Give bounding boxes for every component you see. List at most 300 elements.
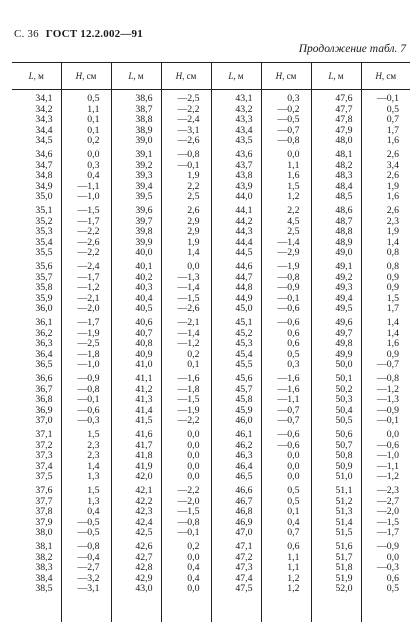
length-value: 47,1 [235, 541, 253, 552]
length-value: 49,7 [335, 327, 353, 339]
height-value: —0,5 [77, 527, 100, 539]
height-value: —0,7 [277, 415, 300, 427]
value-group [362, 542, 411, 598]
height-value: 0,4 [87, 506, 100, 518]
height-value: 1,4 [87, 460, 100, 472]
length-value: 50,7 [335, 439, 353, 451]
length-value: 41,7 [135, 439, 153, 451]
height-value: 0,5 [87, 93, 100, 104]
height-value: 0,4 [87, 170, 100, 182]
length-value: 40,6 [135, 317, 153, 328]
h-column-1 [161, 90, 211, 623]
value-group [112, 206, 161, 262]
value-group [312, 542, 361, 598]
height-value: —2,2 [77, 226, 100, 238]
value-group [262, 150, 311, 206]
value-group [312, 94, 361, 150]
length-value: 37,7 [35, 495, 53, 507]
length-value: 38,9 [135, 124, 153, 136]
length-value: 36,8 [35, 394, 53, 406]
length-value: 34,3 [35, 114, 53, 126]
height-value: 0,0 [187, 551, 200, 563]
height-value: —2,7 [376, 495, 399, 507]
column-header-h-3: H, см [361, 63, 410, 90]
length-value: 45,2 [235, 327, 253, 339]
length-value: 51,2 [335, 495, 353, 507]
height-value: 4,5 [287, 215, 300, 227]
length-value: 40,2 [135, 271, 153, 283]
height-value: —1,2 [376, 383, 399, 395]
h-column-3 [361, 90, 410, 623]
length-value: 34,5 [35, 135, 53, 147]
length-value: 47,7 [335, 103, 353, 115]
height-value: —2,2 [177, 485, 200, 496]
length-value: 47,0 [235, 527, 253, 539]
column-header-h-2: H, см [261, 63, 311, 90]
height-value: —0,1 [177, 527, 200, 539]
height-value: 0,9 [386, 271, 399, 283]
length-value: 44,8 [235, 282, 253, 294]
length-value: 39,9 [135, 236, 153, 248]
length-value: 34,1 [35, 93, 53, 104]
length-value: 42,0 [135, 471, 153, 483]
value-group [162, 318, 211, 374]
height-value: 1,7 [386, 303, 399, 315]
length-value: 48,0 [335, 135, 353, 147]
height-value: 0,3 [87, 159, 100, 171]
height-value: —2,9 [277, 247, 300, 259]
height-value: 0,7 [287, 527, 300, 539]
height-value: —1,1 [277, 394, 300, 406]
length-value: 43,4 [235, 124, 253, 136]
length-value: 44,1 [235, 205, 253, 216]
length-value: 51,6 [335, 541, 353, 552]
height-value: 0,0 [386, 551, 399, 563]
value-group [362, 486, 411, 542]
height-value: —1,7 [77, 317, 100, 328]
length-value: 39,2 [135, 159, 153, 171]
length-value: 48,2 [335, 159, 353, 171]
value-group [362, 262, 411, 318]
length-value: 48,8 [335, 226, 353, 238]
height-value: 1,5 [386, 292, 399, 304]
length-value: 38,8 [135, 114, 153, 126]
length-value: 40,3 [135, 282, 153, 294]
length-value: 42,2 [135, 495, 153, 507]
height-value: 1,9 [187, 236, 200, 248]
value-group [212, 262, 261, 318]
table-body-row [12, 90, 410, 623]
value-group [362, 430, 411, 486]
length-value: 51,0 [335, 471, 353, 483]
height-value: —1,5 [77, 205, 100, 216]
length-value: 50,6 [335, 429, 353, 440]
height-value: 0,9 [386, 348, 399, 360]
value-group [162, 374, 211, 430]
length-value: 39,6 [135, 205, 153, 216]
length-value: 50,8 [335, 450, 353, 462]
height-value: 1,1 [287, 562, 300, 574]
length-value: 40,8 [135, 338, 153, 350]
height-value: —0,7 [277, 404, 300, 416]
l-column-3 [311, 90, 361, 623]
height-value: —0,6 [376, 439, 399, 451]
length-value: 36,5 [35, 359, 53, 371]
length-value: 39,5 [135, 191, 153, 203]
length-value: 37,8 [35, 506, 53, 518]
height-value: 1,5 [287, 180, 300, 192]
height-value: 0,0 [187, 429, 200, 440]
length-value: 48,6 [335, 205, 353, 216]
length-value: 40,5 [135, 303, 153, 315]
value-group [112, 262, 161, 318]
value-group [312, 486, 361, 542]
value-group [212, 542, 261, 598]
length-value: 46,7 [235, 495, 253, 507]
height-value: 0,6 [287, 327, 300, 339]
height-value: 1,1 [287, 159, 300, 171]
value-group [262, 318, 311, 374]
length-value: 42,9 [135, 572, 153, 584]
height-value: —1,3 [376, 394, 399, 406]
height-value: 0,1 [87, 114, 100, 126]
length-value: 51,7 [335, 551, 353, 563]
length-value: 35,1 [35, 205, 53, 216]
height-value: 0,0 [187, 583, 200, 595]
height-value: 0,3 [287, 359, 300, 371]
height-value: —0,8 [277, 135, 300, 147]
page-header [14, 28, 406, 42]
table-header-row [12, 63, 410, 90]
height-value: —0,6 [277, 429, 300, 440]
length-value: 46,3 [235, 450, 253, 462]
length-value: 42,1 [135, 485, 153, 496]
value-group [12, 430, 61, 486]
height-value: —2,0 [376, 506, 399, 518]
value-group [312, 262, 361, 318]
height-value: 2,3 [386, 215, 399, 227]
length-value: 51,1 [335, 485, 353, 496]
value-group [312, 318, 361, 374]
length-value: 37,2 [35, 439, 53, 451]
column-header-l-0: L, м [12, 63, 61, 90]
length-value: 51,8 [335, 562, 353, 574]
length-value: 47,2 [235, 551, 253, 563]
height-value: —1,7 [77, 215, 100, 227]
value-group [62, 486, 111, 542]
height-value: 0,0 [187, 450, 200, 462]
value-group [212, 94, 261, 150]
length-value: 48,5 [335, 191, 353, 203]
height-value: —2,7 [77, 562, 100, 574]
height-value: 1,1 [287, 551, 300, 563]
height-value: 0,4 [187, 562, 200, 574]
height-value: 2,5 [187, 191, 200, 203]
length-value: 41,9 [135, 460, 153, 472]
length-value: 45,9 [235, 404, 253, 416]
value-group [362, 150, 411, 206]
length-value: 36,1 [35, 317, 53, 328]
length-value: 39,8 [135, 226, 153, 238]
height-value: 2,6 [386, 170, 399, 182]
length-value: 51,4 [335, 516, 353, 528]
height-value: 0,6 [287, 541, 300, 552]
length-value: 46,9 [235, 516, 253, 528]
value-group [312, 374, 361, 430]
height-value: —0,1 [376, 415, 399, 427]
height-value: —2,0 [77, 303, 100, 315]
value-group [162, 94, 211, 150]
height-value: —0,6 [277, 317, 300, 328]
height-value: 0,8 [386, 261, 399, 272]
value-group [112, 374, 161, 430]
height-value: —0,4 [77, 551, 100, 563]
height-value: —0,8 [77, 541, 100, 552]
length-value: 41,0 [135, 359, 153, 371]
value-group [162, 150, 211, 206]
height-value: —2,6 [177, 303, 200, 315]
length-value: 43,9 [235, 180, 253, 192]
height-value: —1,6 [177, 373, 200, 384]
value-group [12, 262, 61, 318]
length-value: 45,1 [235, 317, 253, 328]
length-value: 46,1 [235, 429, 253, 440]
table-continuation-label: Продолжение табл. 7 [298, 43, 406, 55]
height-value: —0,1 [277, 292, 300, 304]
length-value: 48,9 [335, 236, 353, 248]
length-value: 44,0 [235, 191, 253, 203]
length-value: 47,9 [335, 124, 353, 136]
value-group [212, 318, 261, 374]
height-value: —1,3 [177, 271, 200, 283]
height-value: 1,4 [386, 236, 399, 248]
length-value: 48,4 [335, 180, 353, 192]
height-value: —0,6 [277, 303, 300, 315]
value-group [112, 430, 161, 486]
height-value: 0,0 [287, 450, 300, 462]
height-value: 0,5 [287, 495, 300, 507]
length-value: 43,3 [235, 114, 253, 126]
height-value: 1,7 [386, 124, 399, 136]
length-value: 34,6 [35, 149, 53, 160]
length-value: 51,3 [335, 506, 353, 518]
height-value: 2,6 [386, 205, 399, 216]
length-value: 37,1 [35, 429, 53, 440]
height-value: —1,8 [177, 383, 200, 395]
length-value: 35,2 [35, 215, 53, 227]
value-group [162, 430, 211, 486]
height-value: 2,2 [287, 205, 300, 216]
length-value: 49,5 [335, 303, 353, 315]
height-value: —1,9 [77, 327, 100, 339]
height-value: —2,4 [77, 261, 100, 272]
height-value: 0,5 [386, 583, 399, 595]
length-value: 44,7 [235, 271, 253, 283]
length-value: 47,4 [235, 572, 253, 584]
height-value: 0,2 [187, 348, 200, 360]
height-value: —0,3 [77, 415, 100, 427]
length-value: 40,7 [135, 327, 153, 339]
value-group [62, 262, 111, 318]
value-group [112, 94, 161, 150]
length-value: 41,1 [135, 373, 153, 384]
length-value: 44,9 [235, 292, 253, 304]
height-value: —0,1 [376, 93, 399, 104]
length-value: 35,9 [35, 292, 53, 304]
height-value: 0,7 [386, 114, 399, 126]
length-value: 52,0 [335, 583, 353, 595]
length-value: 39,0 [135, 135, 153, 147]
length-value: 36,0 [35, 303, 53, 315]
page-number: С. 36 [14, 28, 39, 40]
length-value: 43,1 [235, 93, 253, 104]
column-header-l-1: L, м [111, 63, 161, 90]
value-group [62, 542, 111, 598]
value-group [12, 542, 61, 598]
length-value: 43,6 [235, 149, 253, 160]
length-value: 34,8 [35, 170, 53, 182]
length-value: 41,5 [135, 415, 153, 427]
length-value: 48,1 [335, 149, 353, 160]
value-group [262, 206, 311, 262]
height-value: —0,7 [376, 359, 399, 371]
height-value: —1,2 [177, 338, 200, 350]
height-value: —1,4 [277, 236, 300, 248]
length-value: 34,7 [35, 159, 53, 171]
length-value: 44,3 [235, 226, 253, 238]
height-value: 0,6 [287, 338, 300, 350]
length-value: 34,4 [35, 124, 53, 136]
length-value: 48,7 [335, 215, 353, 227]
height-value: 1,4 [187, 247, 200, 259]
height-value: —1,1 [77, 180, 100, 192]
h-column-2 [261, 90, 311, 623]
value-group [62, 430, 111, 486]
value-group [62, 150, 111, 206]
height-value: 0,8 [386, 247, 399, 259]
value-group [312, 150, 361, 206]
height-value: 0,4 [187, 572, 200, 584]
length-value: 49,1 [335, 261, 353, 272]
height-value: 0,6 [386, 572, 399, 584]
length-value: 43,5 [235, 135, 253, 147]
height-value: 0,0 [386, 429, 399, 440]
length-value: 45,3 [235, 338, 253, 350]
height-value: 0,0 [187, 439, 200, 451]
standard-number: ГОСТ 12.2.002—91 [45, 28, 143, 40]
height-value: 0,0 [287, 471, 300, 483]
height-value: —1,2 [77, 282, 100, 294]
value-group [62, 318, 111, 374]
length-value: 49,3 [335, 282, 353, 294]
length-value: 38,7 [135, 103, 153, 115]
length-value: 38,0 [35, 527, 53, 539]
value-group [262, 374, 311, 430]
height-value: 2,3 [87, 450, 100, 462]
height-value: 1,6 [386, 191, 399, 203]
height-value: 2,6 [386, 149, 399, 160]
height-value: 0,2 [187, 541, 200, 552]
value-group [212, 206, 261, 262]
height-value: 0,0 [187, 460, 200, 472]
height-value: 0,1 [187, 359, 200, 371]
height-value: 0,0 [187, 471, 200, 483]
length-value: 42,4 [135, 516, 153, 528]
length-value: 49,6 [335, 317, 353, 328]
length-value: 40,0 [135, 247, 153, 259]
length-value: 41,8 [135, 450, 153, 462]
height-value: 0,1 [87, 124, 100, 136]
height-value: 1,3 [87, 471, 100, 483]
value-group [12, 150, 61, 206]
height-value: —1,4 [177, 282, 200, 294]
height-value: —2,1 [177, 317, 200, 328]
column-header-l-3: L, м [311, 63, 361, 90]
length-value: 46,2 [235, 439, 253, 451]
length-value: 43,8 [235, 170, 253, 182]
height-value: —2,3 [376, 485, 399, 496]
length-value: 46,5 [235, 471, 253, 483]
length-value: 43,2 [235, 103, 253, 115]
length-value: 41,4 [135, 404, 153, 416]
length-value: 37,6 [35, 485, 53, 496]
height-value: —1,5 [376, 516, 399, 528]
height-value: 1,4 [386, 327, 399, 339]
height-value: —1,9 [177, 404, 200, 416]
height-value: —1,6 [277, 383, 300, 395]
height-value: —1,0 [376, 450, 399, 462]
length-value: 40,1 [135, 261, 153, 272]
length-value: 38,5 [35, 583, 53, 595]
length-value: 35,5 [35, 247, 53, 259]
height-value: 2,5 [287, 226, 300, 238]
length-value: 47,6 [335, 93, 353, 104]
length-value: 45,6 [235, 373, 253, 384]
value-group [112, 486, 161, 542]
length-value: 50,2 [335, 383, 353, 395]
height-value: —1,4 [177, 327, 200, 339]
height-value: —0,8 [376, 373, 399, 384]
height-value: —1,5 [177, 506, 200, 518]
l-column-2 [211, 90, 261, 623]
height-value: 1,9 [386, 226, 399, 238]
value-group [12, 318, 61, 374]
height-value: 1,4 [386, 317, 399, 328]
length-value: 46,6 [235, 485, 253, 496]
height-value: 1,2 [287, 583, 300, 595]
height-value: 1,5 [87, 485, 100, 496]
length-value: 36,4 [35, 348, 53, 360]
length-value: 42,5 [135, 527, 153, 539]
height-value: —2,5 [177, 93, 200, 104]
height-value: 0,5 [386, 103, 399, 115]
value-group [262, 262, 311, 318]
height-value: —1,1 [376, 460, 399, 472]
height-value: 1,9 [187, 170, 200, 182]
height-value: —0,9 [77, 373, 100, 384]
length-value: 45,0 [235, 303, 253, 315]
length-value: 47,5 [235, 583, 253, 595]
length-value: 45,7 [235, 383, 253, 395]
column-header-h-1: H, см [161, 63, 211, 90]
height-value: 1,6 [287, 170, 300, 182]
value-group [212, 150, 261, 206]
length-value: 39,3 [135, 170, 153, 182]
length-value: 48,3 [335, 170, 353, 182]
height-value: —3,1 [77, 583, 100, 595]
length-value: 37,4 [35, 460, 53, 472]
height-value: —0,8 [77, 383, 100, 395]
